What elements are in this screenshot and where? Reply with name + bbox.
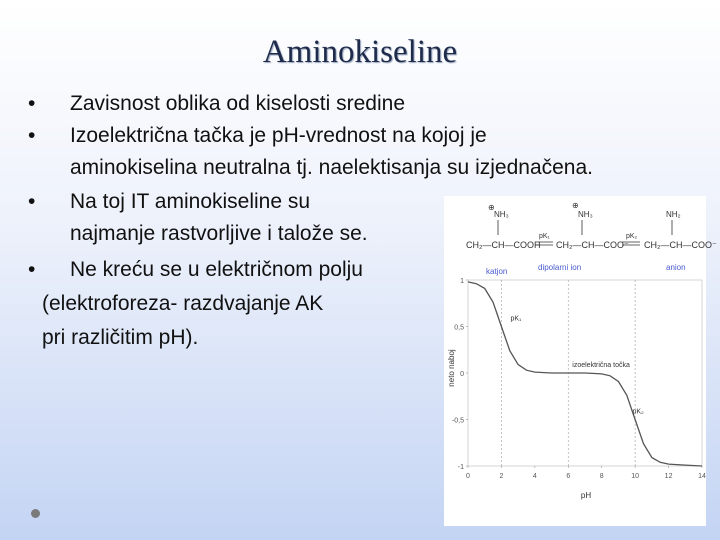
x-tick-label: 2 [499,473,504,480]
y-tick-label: 0 [460,371,464,378]
species-group: NH₃ [494,210,509,219]
x-axis-label: pH [580,491,592,500]
chart-annotation: izoelektrična točka [572,362,630,369]
species-cation [466,203,541,276]
footer-dot [31,509,40,518]
x-tick-label: 10 [631,473,640,480]
species-name: anion [666,263,686,272]
y-tick-label: -1 [457,464,464,471]
bullet-text: Zavisnost oblika od kiselosti sredine [70,92,405,115]
species-group: NH₂ [666,210,681,219]
y-axis-label: neto naboj [447,349,456,387]
species-group: NH₃ [578,210,593,219]
species-name: katjon [486,267,508,276]
bullet-marker: • [28,190,36,213]
y-tick-label: -0,5 [451,417,464,425]
charge-chart [447,278,706,500]
continuation-text: pri različitim pH). [42,326,199,349]
species-formula: CH₂—CH—COO⁻ [556,240,629,250]
svg-text:⊕: ⊕ [572,201,579,210]
titration-figure [444,196,717,526]
species-anion [644,210,717,272]
arrow-label: pK₁ [539,233,550,240]
chart-annotation: pK₂ [632,408,644,416]
slide-title: Aminokiseline [262,34,458,70]
y-tick-label: 0,5 [454,324,464,332]
arrow-label: pK₂ [626,233,638,240]
bullet-text: najmanje rastvorljive i talože se. [70,222,368,245]
chart-annotation: pK₁ [510,315,522,323]
y-tick-label: 1 [460,278,464,285]
species-name: dipolarni ion [538,263,582,272]
bullet-marker: • [28,92,36,115]
x-tick-label: 8 [599,473,604,480]
bullet-marker: • [28,124,36,147]
x-tick-label: 0 [466,473,470,480]
continuation-text: (elektroforeza- razdvajanje AK [42,292,324,315]
x-tick-label: 4 [532,473,537,480]
species-zwitterion [538,201,629,272]
bullet-text: aminokiselina neutralna tj. naelektisanja su izjednačena. [70,156,593,179]
svg-text:⊕: ⊕ [488,203,495,212]
x-tick-label: 12 [664,473,673,480]
species-formula: CH₂—CH—COO⁻ [644,240,717,250]
bullet-text: Na toj IT aminokiseline su [70,190,311,213]
species-formula: CH₂—CH—COOH [466,240,541,250]
figure-svg [444,196,717,526]
bullet-text: Ne kreću se u električnom polju [70,258,363,281]
bullet-marker: • [28,258,36,281]
charge-curve [468,282,702,466]
x-tick-label: 14 [698,473,706,480]
bullet-text: Izoelektrična tačka je pH-vrednost na kojoj je [70,124,487,147]
x-tick-label: 6 [566,473,571,480]
